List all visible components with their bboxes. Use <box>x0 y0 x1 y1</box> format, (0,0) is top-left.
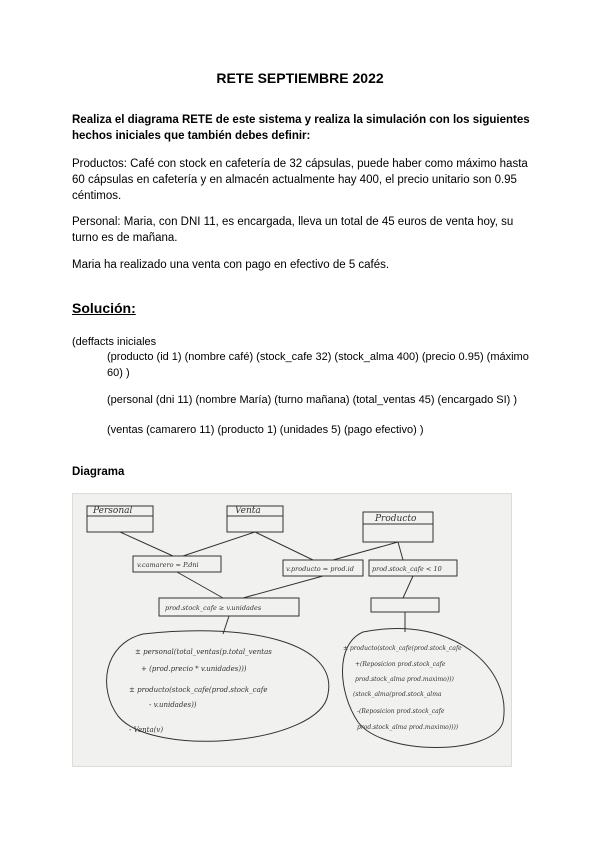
diagram-heading: Diagrama <box>72 466 125 478</box>
right-action-4: (stock_alma(prod.stock_alma <box>353 691 442 698</box>
left-action-4: - v.unidades)) <box>149 701 197 709</box>
fact-ventas: (ventas (camarero 11) (producto 1) (unidades 5) (pago efectivo) ) <box>107 424 424 436</box>
right-action-5: -(Reposicion prod.stock_cafe <box>357 708 445 715</box>
left-action-5: - Venta(v) <box>129 726 164 734</box>
exercise-statement: Realiza el diagrama RETE de este sistema y realiza la simulación con los siguientes hechos iniciales que también debes definir: <box>72 114 530 142</box>
fact-personal: (personal (dni 11) (nombre María) (turno mañana) (total_ventas 45) (encargado SI) ) <box>107 394 518 406</box>
rete-diagram-photo <box>72 493 512 767</box>
cond-camarero-label: v.camarero = P.dni <box>137 561 199 569</box>
cond-stock-unidades-label: prod.stock_cafe ≥ v.unidades <box>165 604 262 612</box>
solucion-heading: Solución: <box>72 300 136 316</box>
right-join-box <box>371 598 439 612</box>
right-action-1: ± producto(stock_cafe(prod.stock_cafe <box>343 645 462 652</box>
personal-paragraph: Personal: Maria, con DNI 11, es encargada, lleva un total de 45 euros de venta hoy, su turno es de mañana. <box>72 216 514 244</box>
left-action-1: ± personal(total_ventas(p.total_ventas <box>135 648 272 656</box>
cond-producto-label: v.producto = prod.id <box>286 565 354 573</box>
cond-stock-max-label: prod.stock_cafe < 10 <box>372 565 442 573</box>
left-action-2: + (prod.precio * v.unidades))) <box>141 665 247 673</box>
rete-diagram <box>73 494 511 766</box>
right-action-2: +(Reposicion prod.stock_cafe <box>355 661 446 668</box>
left-action-3: ± producto(stock_cafe(prod.stock_cafe <box>129 686 268 694</box>
right-action-3: prod.stock_alma prod.maximo))) <box>355 676 454 683</box>
node-personal-label: Personal <box>93 506 133 516</box>
productos-paragraph: Productos: Café con stock en cafetería de 32 cápsulas, puede haber como máximo hasta 60 cápsulas en cafetería y en almacén actualmente hay 400, el precio unitario son 0.95 céntimos. <box>72 158 528 202</box>
deffacts-header: (deffacts iniciales <box>72 336 157 348</box>
venta-paragraph: Maria ha realizado una venta con pago en efectivo de 5 cafés. <box>72 259 390 271</box>
node-producto-label: Producto <box>375 514 417 524</box>
document-title: RETE SEPTIEMBRE 2022 <box>216 70 384 86</box>
right-action-6: prod.stock_alma prod.maximo)))) <box>357 724 459 731</box>
node-venta-label: Venta <box>235 506 261 516</box>
fact-producto: (producto (id 1) (nombre café) (stock_cafe 32) (stock_alma 400) (precio 0.95) (máximo 60) ) <box>107 351 529 379</box>
